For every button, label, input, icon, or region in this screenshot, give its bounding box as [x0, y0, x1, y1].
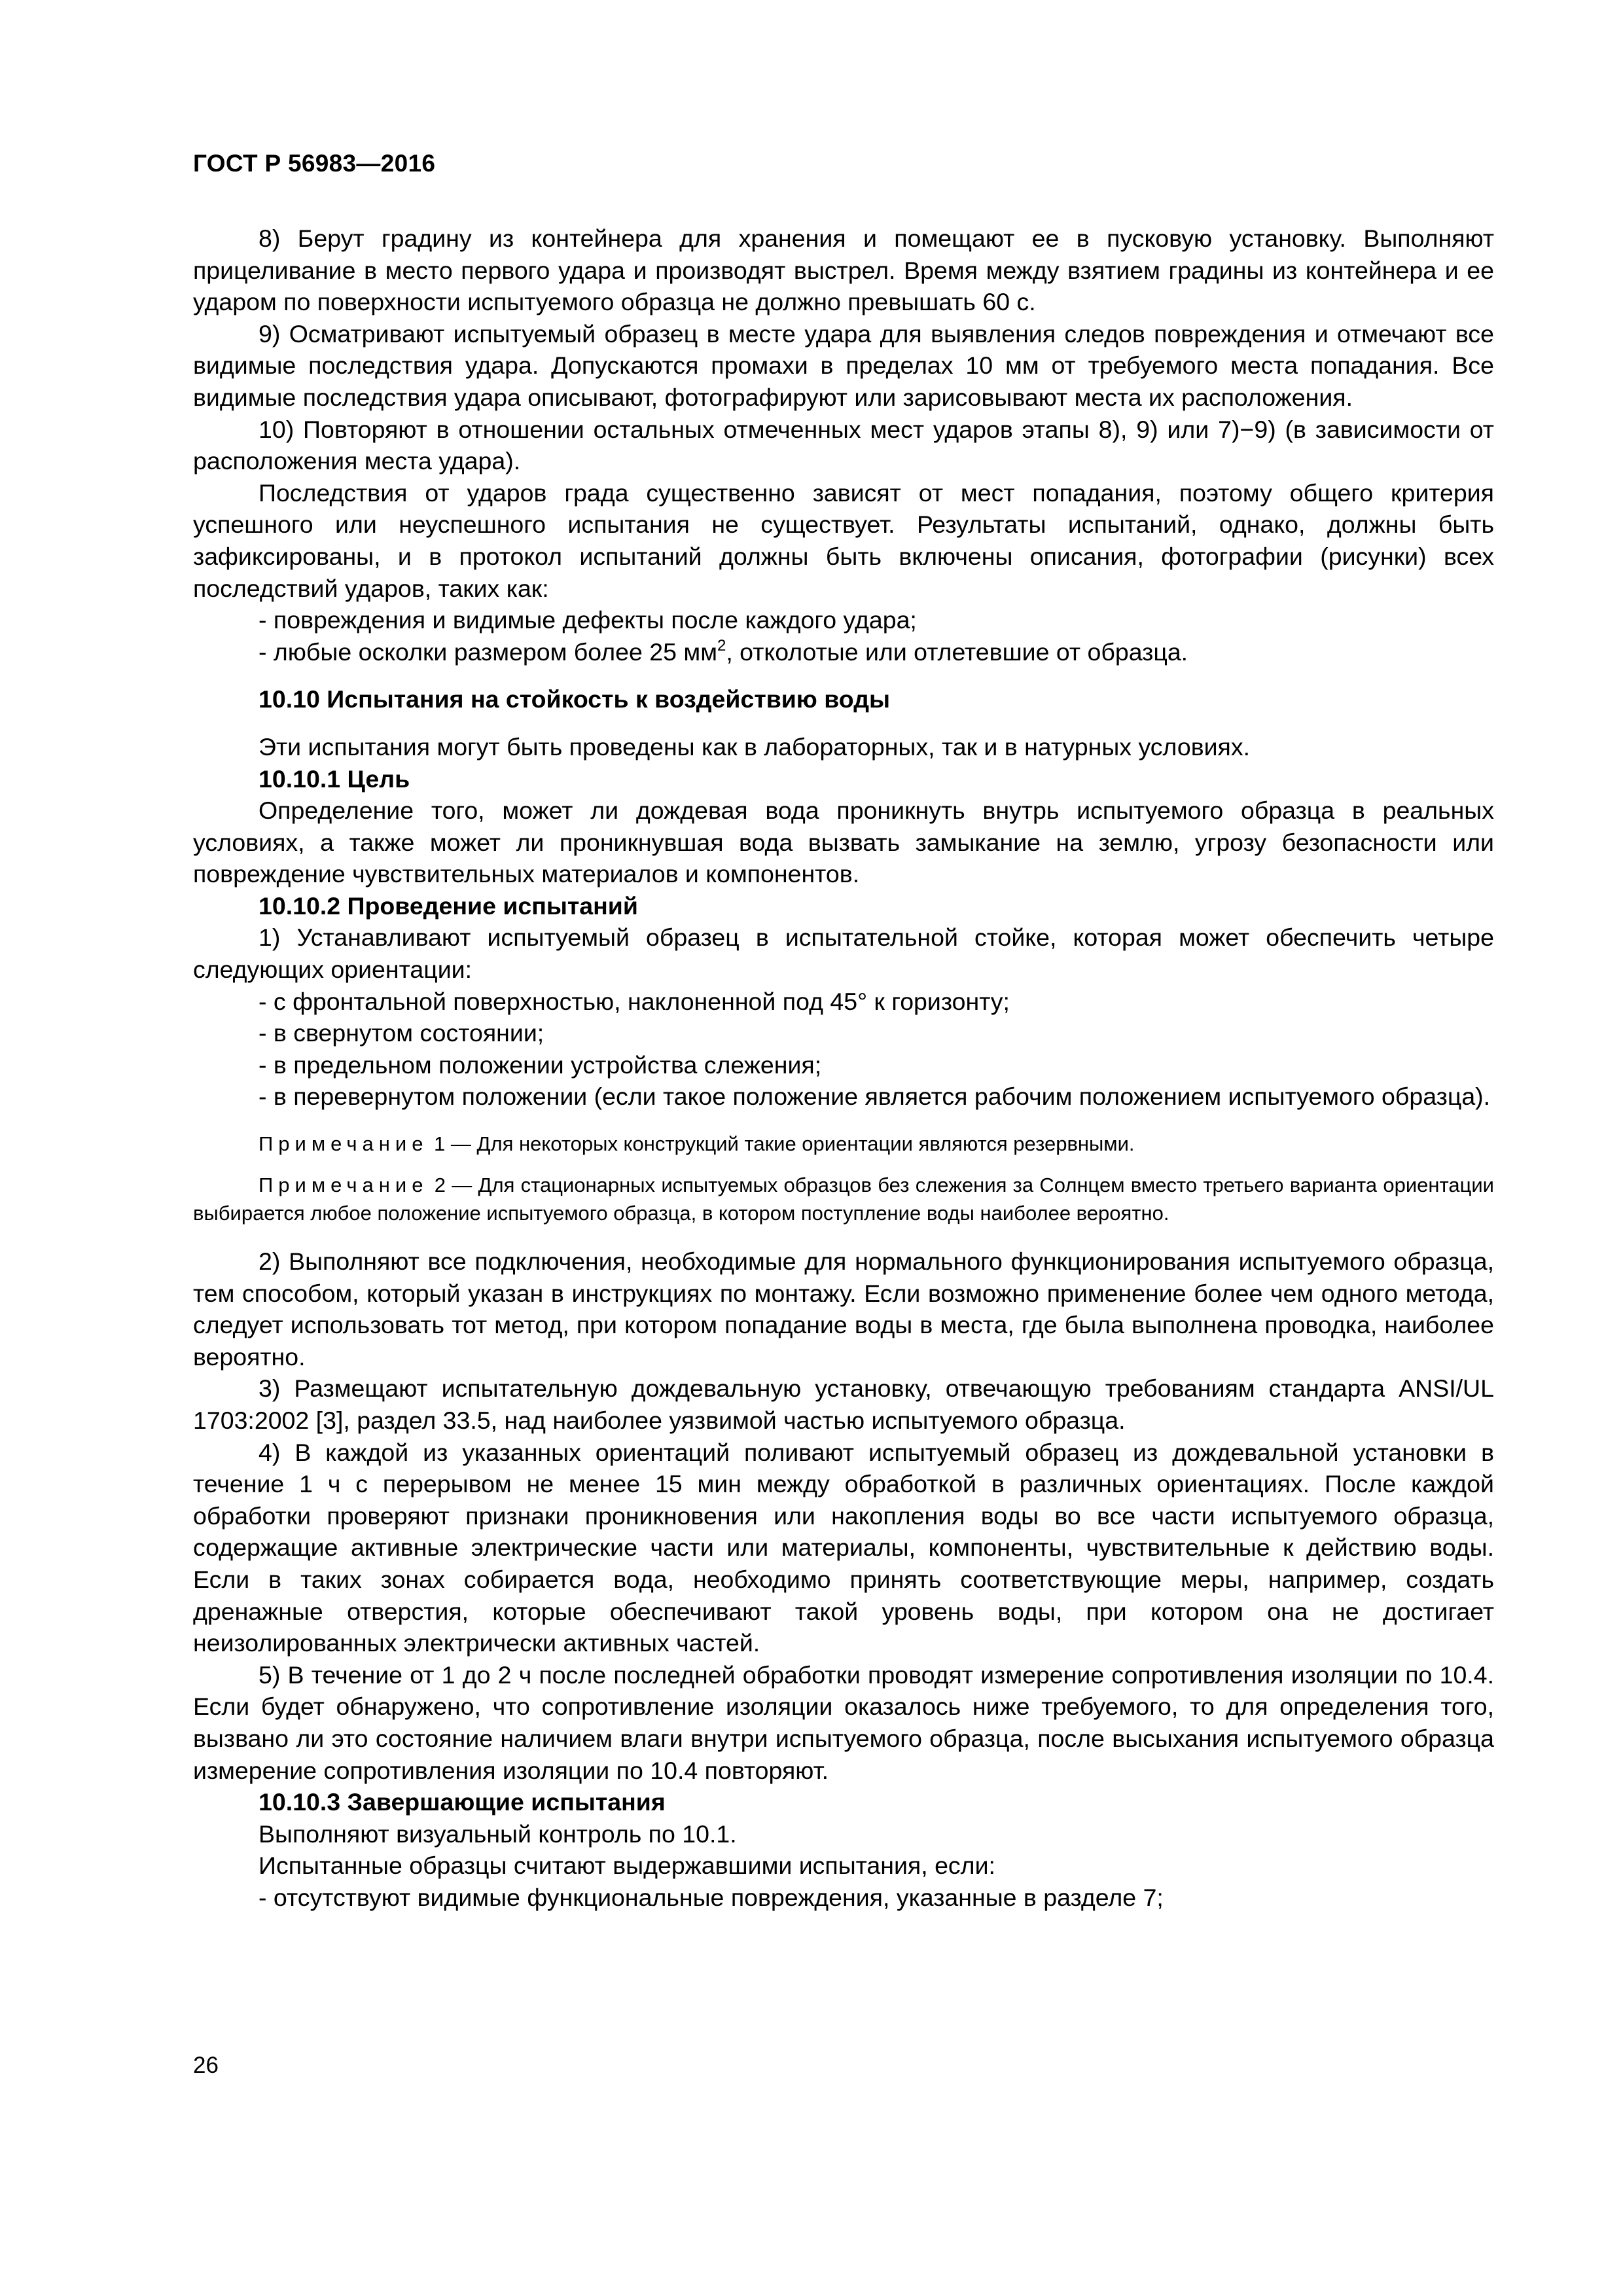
note-2-label: Примечание: [259, 1174, 429, 1197]
subsection-heading-10-10-2: 10.10.2 Проведение испытаний: [259, 891, 638, 920]
paragraph-procedure-3: 3) Размещают испытательную дождевальную установку, отвечающую требованиям стандарта ANSI/UL 1703:2002 [3], раздел 33.5, над наиболее уязвимой частью испытуемого образца.: [193, 1374, 1494, 1434]
note-2-text: 2 — Для стационарных испытуемых образцов без слежения за Солнцем вместо третьего варианта ориентации выбирается любое положение испытуемого образца, в котором поступление воды наиболее вероятно.: [193, 1174, 1494, 1225]
list-item-orientation-45: - с фронтальной поверхностью, наклоненной под 45° к горизонту;: [259, 987, 1010, 1015]
section-heading-10-10: 10.10 Испытания на стойкость к воздействию воды: [259, 685, 891, 713]
note-1-text: 1 — Для некоторых конструкций такие ориентации являются резервными.: [428, 1132, 1135, 1156]
paragraph-test-conditions: Эти испытания могут быть проведены как в лабораторных, так и в натурных условиях.: [259, 732, 1251, 761]
paragraph-hail-consequences: Последствия от ударов града существенно зависят от мест попадания, поэтому общего критерия успешного или неуспешного испытания не существует. Результаты испытаний, однако, должны быть зафиксированы, и в протокол испытаний должны быть включены описания, фотографии (рисунки) всех последствий ударов, таких как:: [193, 478, 1494, 602]
note-1-label: Примечание: [259, 1132, 429, 1156]
list-item-orientation-folded: - в свернутом состоянии;: [259, 1019, 544, 1047]
note-1: [193, 1130, 1494, 1158]
superscript-2: 2: [717, 636, 726, 655]
subsection-heading-10-10-1: 10.10.1 Цель: [259, 764, 410, 793]
paragraph-visual-control: Выполняют визуальный контроль по 10.1.: [259, 1820, 737, 1848]
fragments-text: - любые осколки размером более 25 мм: [259, 637, 717, 666]
subsection-heading-10-10-3: 10.10.3 Завершающие испытания: [259, 1788, 666, 1816]
paragraph-step-8: 8) Берут градину из контейнера для хранения и помещают ее в пусковую установку. Выполняют прицеливание в место первого удара и производят выстрел. Время между взятием градины из контейнера и ее ударом по поверхности испытуемого образца не должно превышать 60 с.: [193, 224, 1494, 316]
document-body: [193, 223, 1494, 1914]
document-header: ГОСТ Р 56983—2016: [193, 150, 436, 177]
paragraph-step-10: 10) Повторяют в отношении остальных отмеченных мест ударов этапы 8), 9) или 7)−9) (в зависимости от расположения места удара).: [193, 415, 1494, 475]
fragments-text-end: , отколотые или отлетевшие от образца.: [726, 637, 1188, 666]
list-item-orientation-tracking: - в предельном положении устройства слежения;: [259, 1050, 822, 1079]
note-2: [193, 1171, 1494, 1227]
list-item-no-damage: - отсутствуют видимые функциональные повреждения, указанные в разделе 7;: [259, 1883, 1164, 1911]
paragraph-procedure-5: 5) В течение от 1 до 2 ч после последней обработки проводят измерение сопротивления изоляции по 10.4. Если будет обнаружено, что сопротивление изоляции оказалось ниже требуемого, то для определения того, вызвано ли это состояние наличием влаги внутри испытуемого образца, после высыхания испытуемого образца измерение сопротивления изоляции по 10.4 повторяют.: [193, 1660, 1494, 1784]
paragraph-procedure-1: 1) Устанавливают испытуемый образец в испытательной стойке, которая может обеспечить четыре следующих ориентации:: [193, 924, 1494, 984]
page-number: 26: [193, 2053, 219, 2078]
paragraph-procedure-4: 4) В каждой из указанных ориентаций поливают испытуемый образец из дождевальной установки в течение 1 ч с перерывом не менее 15 мин между обработкой в различных ориентациях. После каждой обработки проверяют признаки проникновения или накопления воды во все части испытуемого образца, содержащие активные электрические части или материалы, компоненты, чувствительные к действию воды. Если в таких зонах собирается вода, необходимо принять соответствующие меры, например, создать дренажные отверстия, которые обеспечивают такой уровень воды, при котором она не достигает неизолированных электрически активных частей.: [193, 1438, 1494, 1657]
list-item-fragments: [193, 636, 1494, 668]
paragraph-pass-criteria: Испытанные образцы считают выдержавшими испытания, если:: [259, 1852, 995, 1880]
paragraph-procedure-2: 2) Выполняют все подключения, необходимые для нормального функционирования испытуемого образца, тем способом, который указан в инструкциях по монтажу. Если возможно применение более чем одного метода, следует использовать тот метод, при котором попадание воды в места, где была выполнена проводка, наиболее вероятно.: [193, 1247, 1494, 1371]
paragraph-step-9: 9) Осматривают испытуемый образец в месте удара для выявления следов повреждения и отмечают все видимые последствия удара. Допускаются промахи в пределах 10 мм от требуемого места попадания. Все видимые последствия удара описывают, фотографируют или зарисовывают места их расположения.: [193, 319, 1494, 411]
list-item-damage: - повреждения и видимые дефекты после каждого удара;: [259, 606, 917, 634]
list-item-orientation-inverted: - в перевернутом положении (если такое положение является рабочим положением испытуемого образца).: [259, 1083, 1491, 1111]
paragraph-purpose: Определение того, может ли дождевая вода проникнуть внутрь испытуемого образца в реальных условиях, а также может ли проникнувшая вода вызвать замыкание на землю, угрозу безопасности или повреждение чувствительных материалов и компонентов.: [193, 797, 1494, 888]
